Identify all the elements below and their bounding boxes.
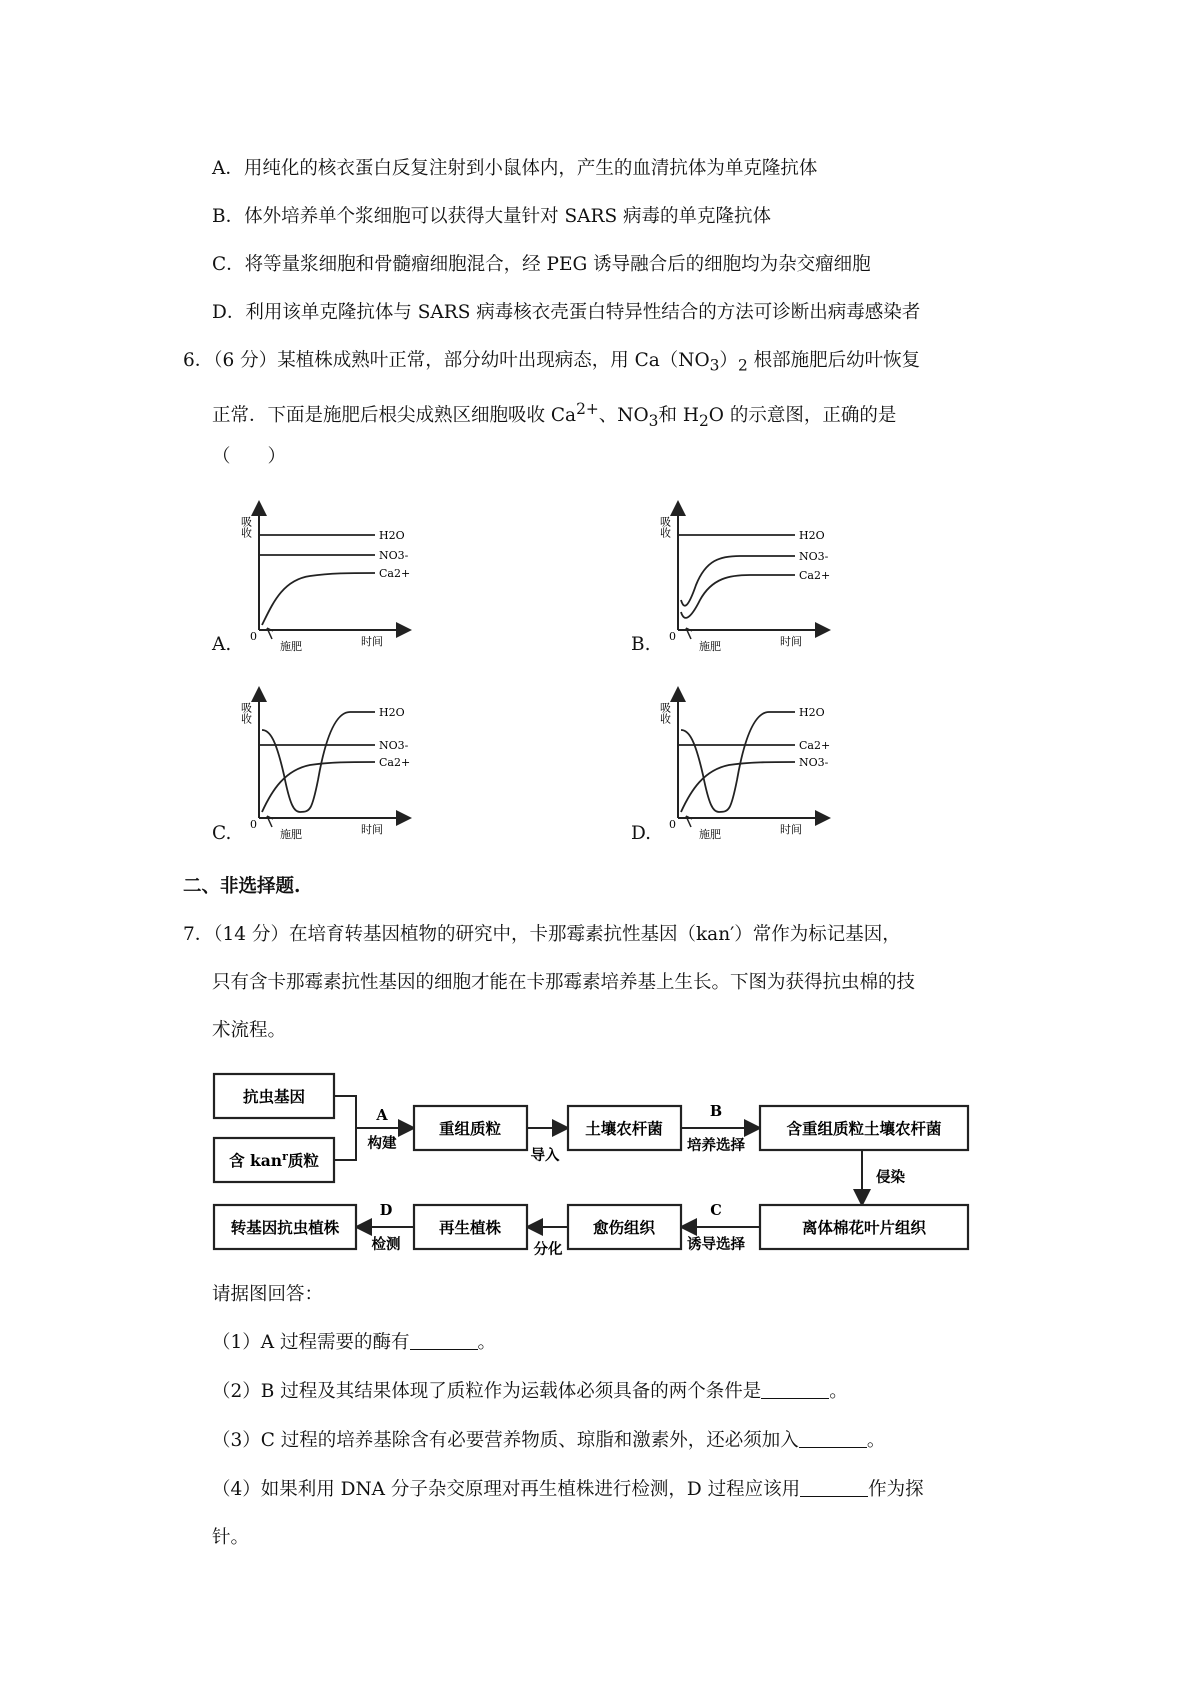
y-axis-label: 吸收 xyxy=(239,516,253,538)
q7-stem-line3: 术流程。 xyxy=(212,1020,287,1041)
legend-no3: NO3- xyxy=(379,549,409,562)
q7-sub4-cont: 针。 xyxy=(212,1527,250,1548)
svg-text:再生植株: 再生植株 xyxy=(438,1218,502,1237)
legend-h2o: H2O xyxy=(799,529,825,542)
q6-stem-line1: 6．（6 分）某植株成熟叶正常，部分幼叶出现病态，用 $Ca(NO_3)_2$ 根部施肥后幼叶恢复 xyxy=(183,350,921,375)
svg-text:愈伤组织: 愈伤组织 xyxy=(592,1218,656,1237)
option-text: 利用该单克隆抗体与 SARS 病毒核衣壳蛋白特异性结合的方法可诊断出病毒感染者 xyxy=(245,302,921,323)
origin-label: 0 xyxy=(669,818,676,831)
answer-blank[interactable] xyxy=(410,1331,478,1350)
question-number: 7． xyxy=(183,924,214,945)
x-axis-label: 时间 xyxy=(361,823,383,836)
label-a: A xyxy=(376,1107,388,1124)
q6-answer-bracket: （ ） xyxy=(212,446,287,467)
answer-blank[interactable] xyxy=(800,1478,868,1497)
curve-ca xyxy=(262,573,375,625)
legend-h2o: H2O xyxy=(379,706,405,719)
label-c-sub: 诱导选择 xyxy=(687,1236,745,1253)
label-infect: 侵染 xyxy=(876,1169,905,1186)
answer-blank[interactable] xyxy=(799,1429,867,1448)
legend-ca: Ca2+ xyxy=(379,756,411,769)
graph-a xyxy=(240,504,411,653)
option-letter: B． xyxy=(212,206,245,227)
y-axis-label: 吸收 xyxy=(239,702,253,724)
answer-blank[interactable] xyxy=(761,1380,829,1399)
question-number: 6． xyxy=(183,350,214,371)
option-letter: D． xyxy=(212,302,246,323)
y-axis-label: 吸收 xyxy=(658,702,672,724)
section-title: 二、非选择题. xyxy=(183,876,301,897)
graph-option-b: B. xyxy=(631,634,651,655)
graph-option-d: D. xyxy=(631,823,652,844)
label-d-sub: 检测 xyxy=(371,1236,401,1253)
svg-text:离体棉花叶片组织: 离体棉花叶片组织 xyxy=(801,1218,927,1237)
x-axis-label: 时间 xyxy=(780,823,802,836)
svg-text:转基因抗虫植株: 转基因抗虫植株 xyxy=(230,1218,340,1237)
q6-stem-line2: 正常．下面是施肥后根尖成熟区细胞吸收 $Ca^{2+}$、$NO_3$和 $H_2O$ 的示意图，正确的是 xyxy=(212,400,897,430)
svg-text:含重组质粒土壤农杆菌: 含重组质粒土壤农杆菌 xyxy=(786,1119,942,1138)
option-letter: C． xyxy=(212,254,245,275)
q7-sub3: （3）C 过程的培养基除含有必要营养物质、琼脂和激素外，还必须加入 。 xyxy=(212,1430,886,1451)
origin-label: 0 xyxy=(669,630,676,643)
option-letter: A． xyxy=(212,158,244,179)
q7-sub2: （2）B 过程及其结果体现了质粒作为运载体必须具备的两个条件是 。 xyxy=(212,1381,848,1402)
q7-stem-line2: 只有含卡那霉素抗性基因的细胞才能在卡那霉素培养基上生长。下图为获得抗虫棉的技 xyxy=(212,972,916,993)
label-b-sub: 培养选择 xyxy=(687,1137,745,1154)
graph-c xyxy=(240,690,411,841)
svg-text:抗虫基因: 抗虫基因 xyxy=(242,1087,306,1106)
legend-ca: Ca2+ xyxy=(379,567,411,580)
question-score: （14 分） xyxy=(213,924,289,945)
merge-bracket xyxy=(334,1096,356,1160)
q7-prompt: 请据图回答： xyxy=(212,1284,324,1305)
legend-ca: Ca2+ xyxy=(799,739,831,752)
svg-text:重组质粒: 重组质粒 xyxy=(438,1119,502,1138)
curve-ca xyxy=(262,762,375,812)
legend-no3: NO3- xyxy=(379,739,409,752)
legend-h2o: H2O xyxy=(799,706,825,719)
fertilize-label: 施肥 xyxy=(699,828,721,841)
q7-stem-line1: 7．（14 分）在培育转基因植物的研究中，卡那霉素抗性基因（kan′）常作为标记基因， xyxy=(183,924,901,945)
legend-no3: NO3- xyxy=(799,550,829,563)
graph-d xyxy=(659,690,831,841)
svg-text:土壤农杆菌: 土壤农杆菌 xyxy=(585,1119,663,1138)
label-import: 导入 xyxy=(530,1147,560,1164)
label-a-sub: 构建 xyxy=(367,1135,397,1152)
fertilize-label: 施肥 xyxy=(280,828,302,841)
option-text: 用纯化的核衣蛋白反复注射到小鼠体内，产生的血清抗体为单克隆抗体 xyxy=(243,158,818,179)
x-axis-label: 时间 xyxy=(780,635,802,648)
curve-no3 xyxy=(681,556,795,606)
legend-ca: Ca2+ xyxy=(799,569,831,582)
q7-sub4: （4）如果利用 DNA 分子杂交原理对再生植株进行检测，D 过程应该用 作为探 xyxy=(212,1479,924,1500)
label-b: B xyxy=(709,1103,723,1120)
fertilize-label: 施肥 xyxy=(699,640,721,653)
label-c: C xyxy=(710,1202,722,1219)
fertilize-label: 施肥 xyxy=(280,640,302,653)
legend-h2o: H2O xyxy=(379,529,405,542)
label-d: D xyxy=(379,1202,393,1219)
y-axis-label: 吸收 xyxy=(658,516,672,538)
question-score: （6 分） xyxy=(213,350,278,371)
x-axis-label: 时间 xyxy=(361,635,383,648)
q7-flow-diagram xyxy=(0,1060,1200,1260)
origin-label: 0 xyxy=(250,818,257,831)
curve-no3 xyxy=(681,762,795,812)
legend-no3: NO3- xyxy=(799,756,829,769)
label-diff: 分化 xyxy=(533,1241,563,1258)
graph-b xyxy=(659,504,831,653)
q7-sub1: （1）A 过程需要的酶有 。 xyxy=(212,1332,497,1353)
option-text: 体外培养单个浆细胞可以获得大量针对 SARS 病毒的单克隆抗体 xyxy=(244,206,772,227)
origin-label: 0 xyxy=(250,630,257,643)
graph-option-a: A. xyxy=(212,634,232,655)
svg-text:含 kanr质粒: 含 kan$^r$质粒 xyxy=(229,1150,319,1170)
option-text: 将等量浆细胞和骨髓瘤细胞混合，经 PEG 诱导融合后的细胞均为杂交瘤细胞 xyxy=(244,254,871,275)
graph-option-c: C. xyxy=(212,823,232,844)
